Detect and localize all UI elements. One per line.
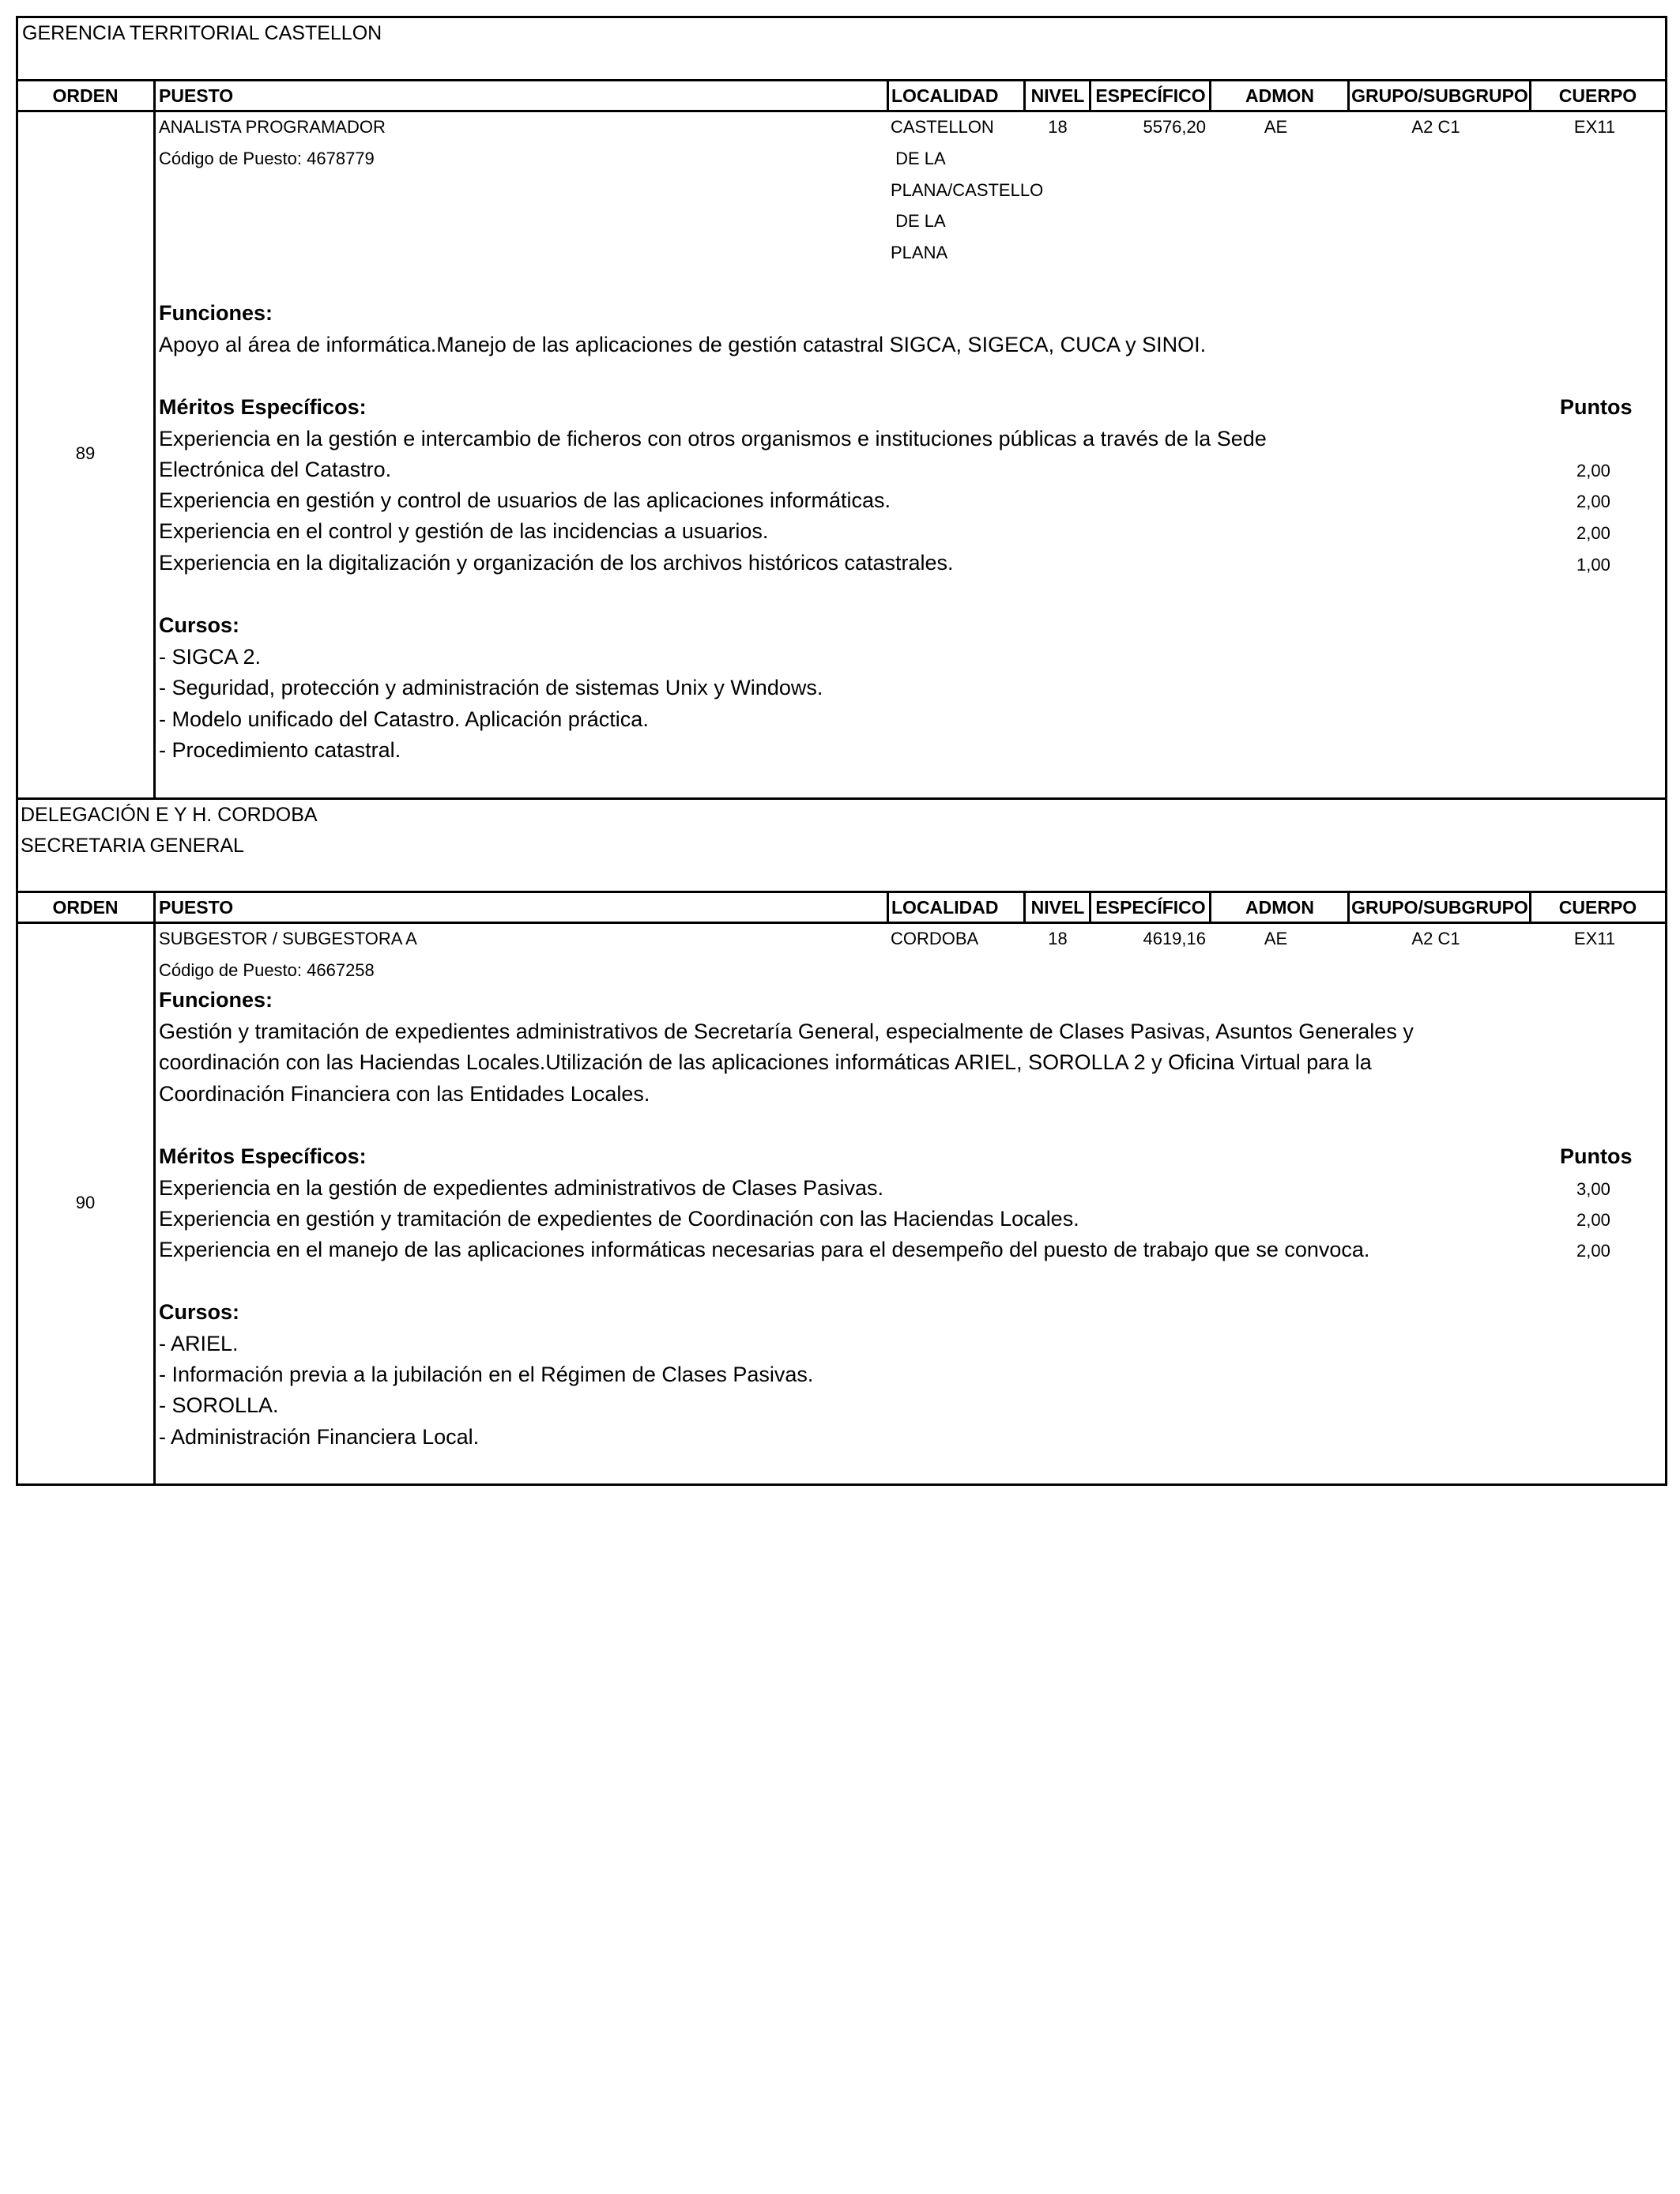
merito-text: Experiencia en la gestión de expedientes administrativos de Clases Pasivas. [159,1176,884,1200]
unit-title-1: GERENCIA TERRITORIAL CASTELLON [22,22,382,44]
merito-text: Electrónica del Catastro. [159,458,392,481]
col-header-nivel: NIVEL [1030,897,1085,918]
localidad-line: DE LA [891,211,946,231]
col-header-localidad: LOCALIDAD [891,897,999,918]
merito-puntos: 2,00 [1576,1210,1610,1230]
col-header-cuerpo: CUERPO [1558,85,1637,106]
merito-puntos: 2,00 [1576,461,1610,481]
funciones-text: Apoyo al área de informática.Manejo de las aplicaciones de gestión catastral SIGCA, SIGECA, CUCA y SINOI. [159,333,1207,356]
merito-text: Experiencia en el manejo de las aplicaciones informáticas necesarias para el desempeño del puesto de trabajo que se convoca. [159,1238,1370,1261]
funciones-title: Funciones: [159,988,273,1012]
divider [887,891,889,922]
localidad-line: CORDOBA [891,929,979,948]
col-header-grupo: GRUPO/SUBGRUPO [1351,85,1528,106]
cursos-title: Cursos: [159,613,240,637]
funciones-text: Coordinación Financiera con las Entidades Locales. [159,1082,650,1106]
merito-text: Experiencia en la digitalización y organización de los archivos históricos catastrales. [159,551,954,575]
merito-puntos: 1,00 [1576,555,1610,575]
col-header-admon: ADMON [1245,897,1314,918]
curso-item: - SIGCA 2. [159,645,262,669]
localidad-line: DE LA [891,149,946,168]
divider [887,79,889,111]
grupo-value: A2 C1 [1411,929,1460,948]
localidad-line: PLANA/CASTELLO [891,180,1044,200]
col-header-especifico: ESPECÍFICO [1095,897,1206,918]
unit-subtitle-2: SECRETARIA GENERAL [21,835,244,857]
col-header-admon: ADMON [1245,85,1314,106]
cuerpo-value: EX11 [1573,117,1616,137]
curso-item: - Procedimiento catastral. [159,738,401,762]
merito-text: Experiencia en gestión y control de usuarios de las aplicaciones informáticas. [159,488,891,512]
curso-item: - Modelo unificado del Catastro. Aplicación práctica. [159,707,649,731]
merito-text: Experiencia en gestión y tramitación de expedientes de Coordinación con las Haciendas Locales. [159,1207,1079,1231]
nivel-value: 18 [1048,117,1068,137]
puntos-label: Puntos [1560,395,1633,419]
puesto-code: Código de Puesto: 4667258 [159,960,375,980]
funciones-text: coordinación con las Haciendas Locales.Utilización de las aplicaciones informáticas ARIEL, SOROLLA 2 y Oficina Virtual para la [159,1050,1372,1074]
merito-puntos: 2,00 [1576,492,1610,511]
nivel-value: 18 [1048,929,1068,948]
merito-text: Experiencia en el control y gestión de las incidencias a usuarios. [159,519,769,543]
unit-title-2: DELEGACIÓN E Y H. CORDOBA [21,804,318,826]
merito-puntos: 2,00 [1576,1241,1610,1261]
curso-item: - Seguridad, protección y administración de sistemas Unix y Windows. [159,676,823,699]
admon-value: AE [1264,117,1288,137]
localidad-line: CASTELLON [891,117,994,137]
col-header-localidad: LOCALIDAD [891,85,999,106]
col-header-orden: ORDEN [52,897,119,918]
curso-item: - Información previa a la jubilación en el Régimen de Clases Pasivas. [159,1363,814,1386]
col-header-grupo: GRUPO/SUBGRUPO [1351,897,1528,918]
cuerpo-value: EX11 [1573,929,1616,948]
meritos-title: Méritos Específicos: [159,1144,367,1168]
curso-item: - SOROLLA. [159,1393,279,1417]
especifico-value: 4619,16 [1143,929,1206,948]
col-header-orden: ORDEN [52,85,119,106]
grupo-value: A2 C1 [1411,117,1460,137]
orden-value: 90 [75,1193,96,1212]
cursos-title: Cursos: [159,1300,240,1324]
col-header-cuerpo: CUERPO [1558,897,1637,918]
funciones-text: Gestión y tramitación de expedientes administrativos de Secretaría General, especialmente de Clases Pasivas, Asuntos Generales y [159,1020,1414,1043]
col-header-especifico: ESPECÍFICO [1095,85,1206,106]
puesto-title: ANALISTA PROGRAMADOR [159,117,386,137]
orden-value: 89 [75,443,96,463]
merito-text: Experiencia en la gestión e intercambio de ficheros con otros organismos e instituciones públicas a través de la Sede [159,427,1267,450]
col-header-puesto: PUESTO [159,85,234,106]
meritos-title: Méritos Específicos: [159,395,367,419]
puntos-label: Puntos [1560,1144,1633,1168]
col-header-puesto: PUESTO [159,897,234,918]
curso-item: - ARIEL. [159,1332,239,1355]
especifico-value: 5576,20 [1143,117,1206,137]
funciones-title: Funciones: [159,301,273,325]
puesto-title: SUBGESTOR / SUBGESTORA A [159,929,417,948]
puesto-code: Código de Puesto: 4678779 [159,149,375,168]
col-header-nivel: NIVEL [1030,85,1085,106]
localidad-line: PLANA [891,243,948,262]
merito-puntos: 3,00 [1576,1179,1610,1199]
curso-item: - Administración Financiera Local. [159,1425,480,1449]
admon-value: AE [1264,929,1288,948]
merito-puntos: 2,00 [1576,523,1610,543]
